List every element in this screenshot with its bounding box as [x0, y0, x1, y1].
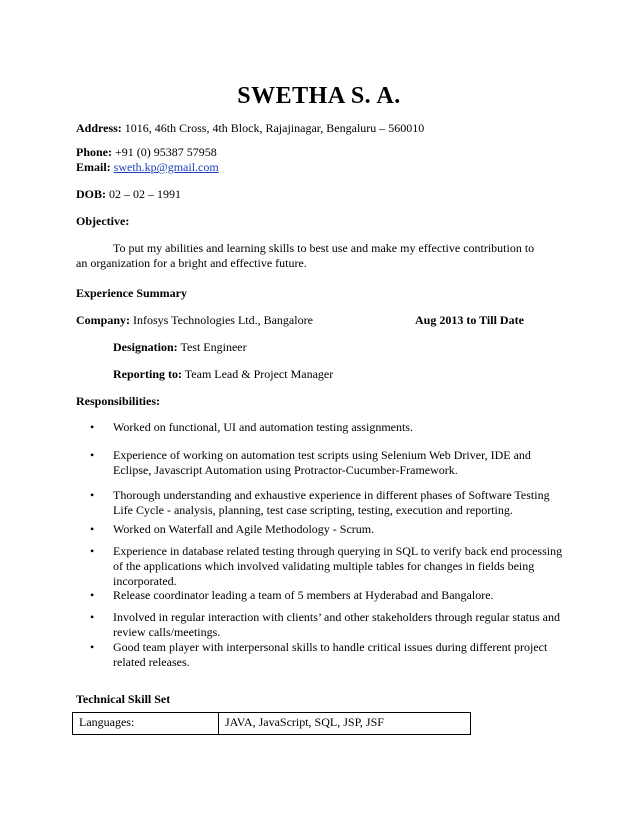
company-line	[76, 313, 313, 328]
employment-period: Aug 2013 to Till Date	[415, 313, 524, 327]
bullet: •	[90, 610, 95, 624]
dob-label: DOB:	[76, 187, 106, 201]
experience-heading: Experience Summary	[76, 286, 187, 300]
designation-label: Designation:	[113, 340, 178, 354]
email-link[interactable]: sweth.kp@gmail.com	[113, 160, 219, 174]
address-line	[76, 121, 424, 136]
responsibilities-heading: Responsibilities:	[76, 394, 161, 408]
bullet: •	[90, 420, 95, 434]
skills-heading: Technical Skill Set	[76, 692, 171, 706]
email-line	[76, 160, 219, 175]
designation-line	[113, 340, 247, 355]
responsibility-text: Good team player with interpersonal skills to handle critical issues during different project related releases.	[113, 640, 548, 669]
responsibility-text: Involved in regular interaction with clients’ and other stakeholders through regular status and review calls/meetings.	[113, 610, 560, 639]
table-row	[73, 713, 471, 735]
responsibility-text: Release coordinator leading a team of 5 members at Hyderabad and Bangalore.	[113, 588, 494, 602]
address-label: Address:	[76, 121, 122, 135]
responsibility-text: Experience in database related testing through querying in SQL to verify back end processing of the applications which involved validating multiple tables for changes in fields being incorporated.	[113, 544, 563, 588]
reporting-line	[113, 367, 333, 382]
bullet: •	[90, 448, 95, 462]
email-label: Email:	[76, 160, 111, 174]
objective-heading: Objective:	[76, 214, 130, 228]
phone-label: Phone:	[76, 145, 112, 159]
bullet: •	[90, 640, 95, 654]
responsibility-text: Worked on functional, UI and automation testing assignments.	[113, 420, 413, 434]
dob-value: 02 – 02 – 1991	[109, 187, 181, 201]
responsibility-text: Experience of working on automation test scripts using Selenium Web Driver, IDE and Eclipse, Javascript Automation using Protractor-Cucumber-Framework.	[113, 448, 531, 477]
reporting-value: Team Lead & Project Manager	[184, 367, 334, 381]
responsibility-text: Thorough understanding and exhaustive experience in different phases of Software Testing Life Cycle - analysis, planning, test case scripting, testing, execution and reporting.	[113, 488, 550, 517]
candidate-name: SWETHA S. A.	[237, 83, 401, 109]
company-value: Infosys Technologies Ltd., Bangalore	[133, 313, 313, 327]
phone-line	[76, 145, 217, 160]
reporting-label: Reporting to:	[113, 367, 182, 381]
bullet: •	[90, 544, 95, 558]
company-label: Company:	[76, 313, 131, 327]
phone-value: +91 (0) 95387 57958	[115, 145, 217, 159]
objective-text: To put my abilities and learning skills to best use and make my effective contribution to an organization for a bright and effective future.	[76, 241, 535, 270]
address-value: 1016, 46th Cross, 4th Block, Rajajinagar, Bengaluru – 560010	[124, 121, 425, 135]
skill-category: Languages:	[73, 713, 219, 735]
responsibility-text: Worked on Waterfall and Agile Methodology - Scrum.	[113, 522, 375, 536]
skill-values: JAVA, JavaScript, SQL, JSP, JSF	[219, 713, 471, 735]
dob-line	[76, 187, 181, 202]
bullet: •	[90, 522, 95, 536]
designation-value: Test Engineer	[180, 340, 247, 354]
bullet: •	[90, 588, 95, 602]
bullet: •	[90, 488, 95, 502]
skills-table	[72, 712, 471, 735]
